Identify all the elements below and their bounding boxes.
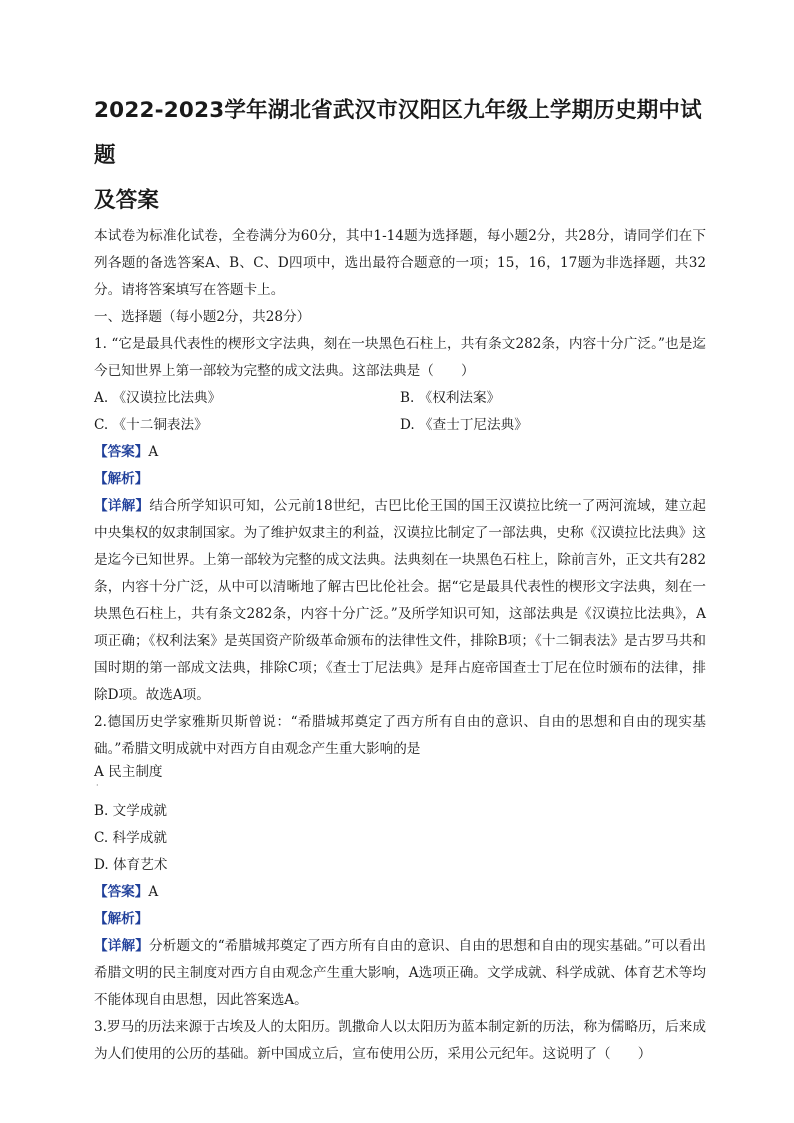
- section-heading: 一、选择题（每小题2分，共28分）: [94, 309, 311, 325]
- option-a-dot: ·: [96, 781, 99, 790]
- option-a-text: 民主制度: [108, 764, 163, 780]
- answer-label: 【答案】: [94, 884, 149, 900]
- question-3-stem: 3.罗马的历法来源于古埃及人的太阳历。凯撒命人以太阳历为蓝本制定新的历法，称为儒略历，后来成为人们使用的公历的基础。新中国成立后，宣布使用公历，采用公元纪年。这说明了（ ）: [94, 1019, 706, 1062]
- question-2-detail: [94, 933, 706, 1014]
- answer-label: 【答案】: [94, 444, 149, 460]
- document-page: [94, 88, 706, 1068]
- option-a: [94, 763, 706, 790]
- detail-label: 【详解】: [94, 498, 150, 514]
- option-d: D. 体育艺术: [94, 857, 168, 873]
- question-1-analysis: [94, 466, 706, 493]
- option-a: A. 《汉谟拉比法典》: [94, 390, 222, 406]
- title-line-1: 2022-2023学年湖北省武汉市汉阳区九年级上学期历史期中试题: [94, 98, 702, 168]
- option-b: B. 文学成就: [94, 803, 168, 819]
- document-title: [94, 88, 706, 223]
- question-1-options-row-2: [94, 412, 706, 439]
- question-2-stem: 2.德国历史学家雅斯贝斯曾说：“希腊城邦奠定了西方所有自由的意识、自由的思想和自由的现实基础。”希腊文明成就中对西方自由观念产生重大影响的是: [94, 714, 706, 757]
- detail-label: 【详解】: [94, 938, 149, 954]
- question-1-options-row-1: [94, 385, 706, 412]
- detail-text: 分析题文的“希腊城邦奠定了西方所有自由的意识、自由的思想和自由的现实基础。”可以看出希腊文明的民主制度对西方自由观念产生重大影响，A选项正确。文学成就、科学成就、体育艺术等均不能体现自由思想，因此答案选A。: [94, 938, 706, 1008]
- option-b: B. 《权利法案》: [400, 390, 501, 406]
- question-2-answer: [94, 879, 706, 906]
- option-a-letter: A: [94, 764, 104, 780]
- question-2-analysis: [94, 906, 706, 933]
- instructions: 本试卷为标准化试卷，全卷满分为60分，其中1-14题为选择题，每小题2分，共28分，请同学们在下列各题的备选答案A、B、C、D四项中，选出最符合题意的一项；15，16，17题为非选择题，共32分。请将答案填写在答题卡上。: [94, 228, 706, 298]
- option-d: D. 《查士丁尼法典》: [400, 417, 528, 433]
- answer-value: A: [148, 444, 159, 460]
- question-1-detail: [94, 493, 706, 709]
- analysis-label: 【解析】: [94, 911, 149, 927]
- title-line-2: 及答案: [94, 188, 160, 213]
- detail-text: 结合所学知识可知，公元前18世纪，古巴比伦王国的国王汉谟拉比统一了两河流域，建立起中央集权的奴隶制国家。为了维护奴隶主的利益，汉谟拉比制定了一部法典，史称《汉谟拉比法典》这是迄今已知世界。上第一部较为完整的成文法典。法典刻在一块黑色石柱上，除前言外，正文共有282条，内容十分广泛，从中可以清晰地了解古巴比伦社会。据“它是最具代表性的楔形文字法典，刻在一块黑色石柱上，共有条文282条，内容十分广泛。”及所学知识可知，这部法典是《汉谟拉比法典》，A项正确；《权利法案》是英国资产阶级革命颁布的法律性文件，排除B项；《十二铜表法》是古罗马共和国时期的第一部成文法典，排除C项；《查士丁尼法典》是拜占庭帝国查士丁尼在位时颁布的法律，排除D项。故选A项。: [94, 498, 707, 703]
- answer-value: A: [148, 884, 159, 900]
- question-1-answer: [94, 439, 706, 466]
- question-1-stem: 1. “它是最具代表性的楔形文字法典，刻在一块黑色石柱上，共有条文282条，内容十分广泛。”也是迄今已知世界上第一部较为完整的成文法典。这部法典是（ ）: [94, 336, 706, 379]
- option-c: C. 《十二铜表法》: [94, 417, 208, 433]
- analysis-label: 【解析】: [94, 471, 149, 487]
- option-c: C. 科学成就: [94, 830, 167, 846]
